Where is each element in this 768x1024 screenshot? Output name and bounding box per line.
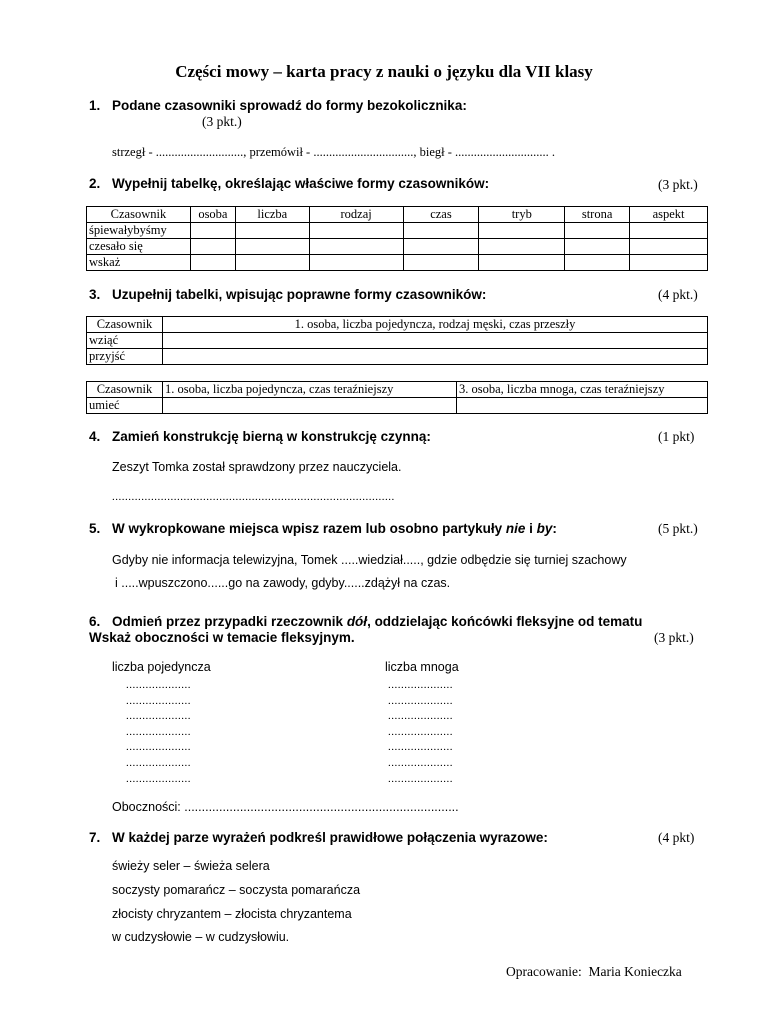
q7-points: (4 pkt) [658, 830, 695, 845]
q5-line-2: i .....wpuszczono......go na zawody, gdyby......zdążył na czas. [115, 576, 451, 590]
answer-line[interactable]: .................... [388, 679, 453, 691]
q3-t2-header: Czasownik [87, 382, 163, 398]
q3-instruction: Uzupełnij tabelki, wpisując poprawne formy czasowników: [112, 287, 487, 302]
q7-pair[interactable]: soczysty pomarańcz – soczysta pomarańcza [112, 883, 361, 897]
answer-line[interactable]: .................... [126, 694, 191, 707]
q2-header: aspekt [630, 207, 708, 223]
table-row [87, 398, 708, 414]
q7-pair[interactable]: złocisty chryzantem – złocista chryzantema [112, 907, 352, 921]
q5-line-1: Gdyby nie informacja telewizyjna, Tomek .....wiedział....., gdzie odbędzie się turniej szachowy [112, 553, 627, 567]
q3-number: 3. [89, 287, 101, 302]
answer-cell[interactable] [457, 398, 708, 414]
answer-cell[interactable] [235, 223, 309, 239]
answer-line[interactable]: .................... [126, 772, 191, 785]
q6-obocznosci-line[interactable]: Oboczności: ............................................................................... [112, 800, 459, 814]
q7-instruction: W każdej parze wyrażeń podkreśl prawidłowe połączenia wyrazowe: [112, 830, 548, 845]
q2-verb: śpiewałybyśmy [87, 223, 191, 239]
answer-line[interactable]: .................... [126, 725, 191, 738]
q3-table-1 [86, 316, 708, 365]
answer-line[interactable]: .................... [388, 772, 453, 785]
answer-cell[interactable] [309, 239, 403, 255]
q2-header-row [87, 207, 708, 223]
answer-cell[interactable] [190, 255, 235, 271]
q4-answer-line[interactable]: ....................................................................................... [112, 491, 395, 503]
page-title: Części mowy – karta pracy z nauki o języku dla VII klasy [175, 62, 593, 81]
footer-author: Opracowanie: Maria Konieczka [506, 964, 682, 979]
answer-line[interactable]: .................... [388, 725, 453, 738]
q2-header: liczba [235, 207, 309, 223]
q5-instruction [112, 521, 557, 536]
answer-cell[interactable] [190, 223, 235, 239]
q6-word: dół [346, 614, 368, 629]
q1-answer-line: strzegł - ............................, przemówił - ................................, biegł - .............................. . [112, 145, 556, 159]
answer-cell[interactable] [479, 239, 565, 255]
q2-header: czas [403, 207, 479, 223]
q5-particle-nie: nie [505, 521, 526, 536]
answer-cell[interactable] [630, 255, 708, 271]
answer-cell[interactable] [565, 255, 630, 271]
q5-and: i [525, 521, 537, 536]
answer-cell[interactable] [630, 223, 708, 239]
answer-line[interactable]: .................... [126, 710, 191, 723]
answer-cell[interactable] [479, 223, 565, 239]
q2-header: strona [565, 207, 630, 223]
answer-cell[interactable] [163, 349, 708, 365]
answer-line[interactable]: .................... [126, 741, 191, 754]
answer-cell[interactable] [190, 239, 235, 255]
q2-instruction: Wypełnij tabelkę, określając właściwe formy czasowników: [112, 176, 490, 191]
answer-cell[interactable] [235, 255, 309, 271]
q2-table [86, 206, 708, 271]
q1-points: (3 pkt.) [202, 114, 242, 129]
q5-number: 5. [89, 521, 101, 536]
answer-cell[interactable] [565, 223, 630, 239]
table-row [87, 349, 708, 365]
q3-verb: umieć [87, 398, 163, 414]
answer-cell[interactable] [403, 239, 479, 255]
q5-points: (5 pkt.) [658, 521, 698, 536]
answer-line[interactable]: .................... [388, 741, 453, 754]
q3-t2-header: 3. osoba, liczba mnoga, czas teraźniejszy [457, 382, 708, 398]
q3-verb: wziąć [87, 333, 163, 349]
answer-cell[interactable] [163, 333, 708, 349]
q6-text-a: Odmień przez przypadki rzeczownik [112, 614, 347, 629]
q5-colon: : [552, 521, 557, 536]
q2-number: 2. [89, 176, 101, 191]
answer-cell[interactable] [309, 255, 403, 271]
q6-singular-list [126, 678, 191, 787]
q3-t1-header: 1. osoba, liczba pojedyncza, rodzaj męski, czas przeszły [163, 317, 708, 333]
table-row [87, 239, 708, 255]
q2-header: Czasownik [87, 207, 191, 223]
q2-verb: wskaż [87, 255, 191, 271]
q6-plural-list [388, 678, 453, 787]
answer-cell[interactable] [479, 255, 565, 271]
q3-verb: przyjść [87, 349, 163, 365]
answer-cell[interactable] [235, 239, 309, 255]
q5-particle-by: by [536, 521, 553, 536]
q7-pair[interactable]: świeży seler – świeża selera [112, 859, 270, 873]
answer-line[interactable]: .................... [126, 756, 191, 769]
q6-points: (3 pkt.) [654, 630, 694, 645]
q3-t2-header-row [87, 382, 708, 398]
answer-cell[interactable] [163, 398, 457, 414]
q6-col-plural: liczba mnoga [385, 660, 459, 674]
answer-cell[interactable] [630, 239, 708, 255]
q5-text: W wykropkowane miejsca wpisz razem lub osobno partykuły [112, 521, 506, 536]
answer-cell[interactable] [309, 223, 403, 239]
answer-line[interactable]: .................... [388, 710, 453, 723]
answer-cell[interactable] [403, 255, 479, 271]
answer-line[interactable]: .................... [388, 694, 453, 707]
q4-sentence: Zeszyt Tomka został sprawdzony przez nauczyciela. [112, 460, 402, 474]
q6-col-singular: liczba pojedyncza [112, 660, 211, 674]
answer-line[interactable]: .................... [388, 756, 453, 769]
q6-text-b: , oddzielając końcówki fleksyjne od tematu [367, 614, 643, 629]
q1-instruction: Podane czasowniki sprowadź do formy bezokolicznika: [112, 98, 467, 113]
table-row [87, 223, 708, 239]
q7-number: 7. [89, 830, 101, 845]
q4-number: 4. [89, 429, 101, 444]
answer-cell[interactable] [403, 223, 479, 239]
q3-t2-header: 1. osoba, liczba pojedyncza, czas teraźniejszy [163, 382, 457, 398]
q1-number: 1. [89, 98, 101, 113]
answer-line[interactable]: .................... [126, 679, 191, 691]
answer-cell[interactable] [565, 239, 630, 255]
q4-points: (1 pkt) [658, 429, 695, 444]
q6-instruction-2: Wskaż oboczności w temacie fleksyjnym. [89, 630, 355, 645]
q7-pair[interactable]: w cudzysłowie – w cudzysłowiu. [112, 930, 290, 944]
q3-table-2 [86, 381, 708, 414]
q2-verb: czesało się [87, 239, 191, 255]
q3-t1-header: Czasownik [87, 317, 163, 333]
q2-header: osoba [190, 207, 235, 223]
q3-t1-header-row [87, 317, 708, 333]
q2-header: tryb [479, 207, 565, 223]
table-row [87, 333, 708, 349]
q6-instruction [112, 614, 642, 629]
table-row [87, 255, 708, 271]
q2-header: rodzaj [309, 207, 403, 223]
q3-points: (4 pkt.) [658, 287, 698, 302]
q6-number: 6. [89, 614, 101, 629]
q2-points: (3 pkt.) [658, 177, 698, 192]
q4-instruction: Zamień konstrukcję bierną w konstrukcję czynną: [112, 429, 431, 444]
